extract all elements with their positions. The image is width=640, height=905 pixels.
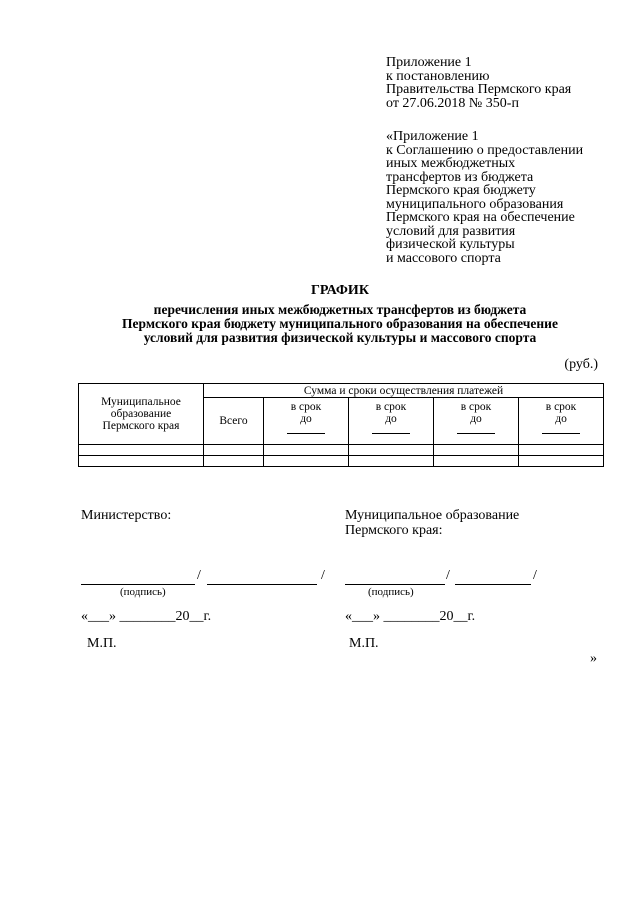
agreement-line: и массового спорта (386, 250, 501, 266)
agreement-appendix-reference (386, 130, 583, 265)
table-cell[interactable] (349, 456, 434, 467)
table-cell[interactable] (79, 445, 204, 456)
header-term: в срок до (264, 398, 349, 445)
agreement-line: иных межбюджетных (386, 156, 516, 171)
date-blank (542, 433, 580, 434)
date-field-right[interactable]: «___» ________20__г. (345, 609, 476, 624)
agreement-line: «Приложение 1 (386, 129, 479, 144)
table-cell[interactable] (434, 456, 519, 467)
subtitle-line: условий для развития физической культуры и массового спорта (143, 330, 537, 345)
appendix-reference (386, 56, 571, 110)
closing-quote: » (590, 651, 597, 666)
table-cell[interactable] (519, 456, 604, 467)
table-cell[interactable] (204, 445, 264, 456)
appendix-line: Приложение 1 (386, 55, 472, 70)
subtitle-line: Пермского края бюджету муниципального образования на обеспечение (122, 316, 558, 331)
seal-label-right: М.П. (349, 636, 379, 651)
subtitle-line: перечисления иных межбюджетных трансфертов из бюджета (153, 302, 527, 317)
table-cell[interactable] (349, 445, 434, 456)
date-blank (372, 433, 410, 434)
signature-caption: (подпись) (120, 586, 166, 598)
signature-line[interactable] (81, 584, 195, 585)
header-payments-group: Сумма и сроки осуществления платежей (204, 384, 604, 398)
seal-label-left: М.П. (87, 636, 117, 651)
currency-unit: (руб.) (564, 357, 598, 372)
ministry-label: Министерство: (81, 508, 172, 523)
table-cell[interactable] (79, 456, 204, 467)
header-total: Всего (204, 398, 264, 445)
agreement-line: муниципального образования (386, 196, 564, 212)
agreement-line: к Соглашению о предоставлении (386, 142, 584, 158)
appendix-line: Правительства Пермского края (386, 82, 572, 97)
document-subtitle (0, 303, 640, 345)
signature-line[interactable] (345, 584, 445, 585)
signature-caption: (подпись) (368, 586, 414, 598)
slash: / (197, 568, 201, 583)
slash: / (446, 568, 450, 583)
appendix-line: к постановлению (386, 68, 490, 84)
slash: / (321, 568, 325, 583)
table-cell[interactable] (204, 456, 264, 467)
table-cell[interactable] (264, 456, 349, 467)
table-cell[interactable] (434, 445, 519, 456)
table-cell[interactable] (519, 445, 604, 456)
agreement-line: условий для развития (386, 223, 516, 239)
date-field-left[interactable]: «___» ________20__г. (81, 609, 212, 624)
agreement-line: физической культуры (386, 237, 515, 252)
document-title: ГРАФИК (311, 283, 369, 298)
table-row (79, 456, 604, 467)
table-cell[interactable] (264, 445, 349, 456)
header-term: в срок до (434, 398, 519, 445)
name-line[interactable] (207, 584, 317, 585)
header-municipality: Муниципальное образование Пермского края (79, 384, 204, 445)
name-line[interactable] (455, 584, 531, 585)
table-row (79, 445, 604, 456)
municipality-label: Муниципальное образование Пермского края: (345, 508, 520, 538)
header-term: в срок до (349, 398, 434, 445)
header-term: в срок до (519, 398, 604, 445)
agreement-line: Пермского края на обеспечение (386, 210, 575, 225)
agreement-line: трансфертов из бюджета (386, 169, 534, 185)
appendix-line: от 27.06.2018 № 350-п (386, 95, 519, 111)
payment-schedule-table (78, 383, 604, 467)
date-blank (287, 433, 325, 434)
agreement-line: Пермского края бюджету (386, 183, 536, 198)
slash: / (533, 568, 537, 583)
date-blank (457, 433, 495, 434)
